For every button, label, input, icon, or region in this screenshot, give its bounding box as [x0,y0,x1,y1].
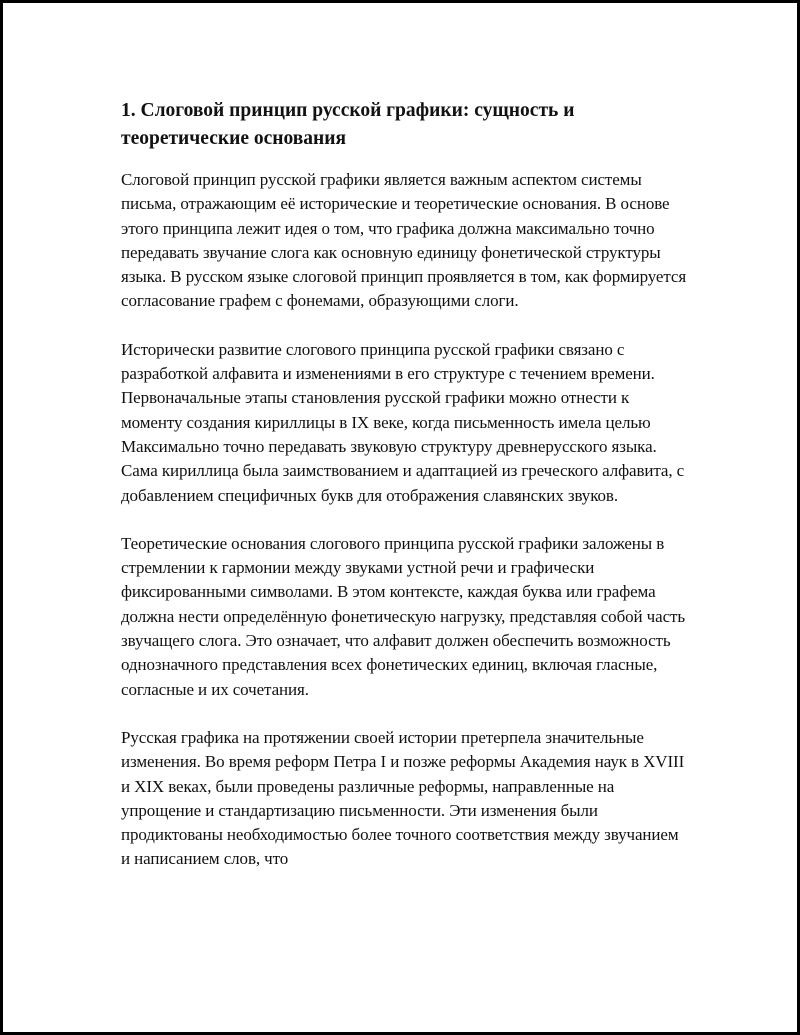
paragraph-1: Слоговой принцип русской графики является важным аспектом системы письма, отражающим её исторические и теоретические основания. В основе этого принципа лежит идея о том, что графика должна максимально точно передавать звучание слога как основную единицу фонетической структуры языка. В русском языке слоговой принцип проявляется в том, как формируется согласование графем с фонемами, образующими слоги. [121,170,687,311]
paragraph-4: Русская графика на протяжении своей истории претерпела значительные изменения. Во время реформ Петра I и позже реформы Академия наук в XVIII и XIX веках, были проведены различные реформы, направленные на упрощение и стандартизацию письменности. Эти изменения были продиктованы необходимостью более точного соответствия между звучанием и написанием слов, что [121,727,685,869]
section-heading: 1. Слоговой принцип русской графики: сущность и теоретические основания [121,100,575,149]
paragraph-3: Теоретические основания слогового принципа русской графики заложены в стремлении к гармонии между звуками устной речи и графически фиксированными символами. В этом контексте, каждая буква или графема должна нести определённую фонетическую нагрузку, представляя собой часть звучащего слога. Это означает, что алфавит должен обеспечить возможность однозначного представления всех фонетических единиц, включая гласные, согласные и их сочетания. [121,533,686,699]
paragraph-2: Исторически развитие слогового принципа русской графики связано с разработкой алфавита и изменениями в его структуре с течением времени. Первоначальные этапы становления русской графики можно отнести к моменту создания кириллицы в IX веке, когда письменность имела целью Максимально точно передавать звуковую структуру древнерусского языка. Сама кириллица была заимствованием и адаптацией из греческого алфавита, с добавлением специфичных букв для отображения славянских звуков. [121,339,685,505]
document-body [121,97,691,896]
